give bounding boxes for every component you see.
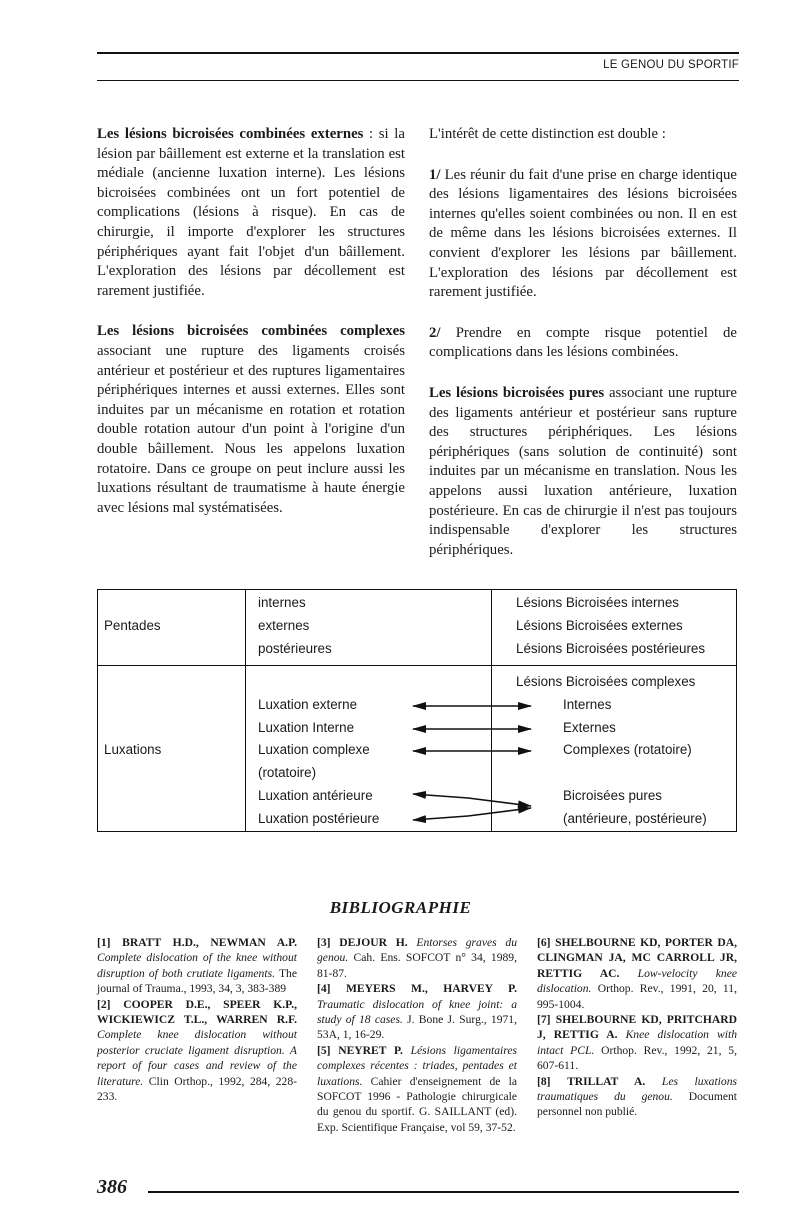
lesion-category: (antérieure, postérieure) — [563, 811, 707, 826]
right-column — [429, 125, 737, 581]
term-pure-lesions: Les lésions bicroisées pures — [429, 384, 605, 401]
paragraph-combined-complex: Les lésions bicroisées combinées complexes associant une rupture des ligaments croisés antérieur et postérieur et des ruptures ligamentaires périphériques internes et aussi externes. Elles sont induites par un mécanisme en rotation et rotation double rotation autour d'un point à l'origine d'un double bâillement. Nous les appelons luxation rotatoire. Dans ce groupe on peut inclure aussi les luxations résultant de traumatisme à haute énergie avec lésions mal systématisées. — [97, 323, 405, 516]
row-label-luxations: Luxations — [104, 742, 162, 757]
reference-item: [8] TRILLAT A. Les luxations traumatiques du genou. Document personnel non publié. — [537, 1074, 738, 1119]
complex-lesions-header: Lésions Bicroisées complexes — [516, 674, 696, 689]
luxation-type: Luxation antérieure — [258, 788, 373, 803]
luxation-type: Luxation externe — [258, 697, 358, 712]
reference-item: [5] NEYRET P. Lésions ligamentaires complexes récentes : triades, pentades et luxations. Cahier d'enseignement de la SOFCOT 1996 - Pathologie chirurgicale du genou du sportif. G. SAILLANT (ed). Exp. Scientifique Française, vol 59, 37-52. — [317, 1043, 517, 1134]
term-combined-complex: Les lésions bicroisées combinées complexes — [97, 323, 405, 340]
arrow-posterior — [413, 816, 468, 820]
paragraph-interest: L'intérêt de cette distinction est double : — [429, 126, 666, 142]
row-label-pentades: Pentades — [104, 618, 161, 633]
left-column — [97, 125, 405, 539]
pentade-type: internes — [258, 595, 306, 610]
classification-table — [97, 589, 737, 832]
page-number: 386 — [97, 1176, 127, 1198]
reference-item: [4] MEYERS M., HARVEY P. Traumatic dislocation of knee joint: a study of 18 cases. J. Bone J. Surg., 1971, 53A, 1, 16-29. — [317, 982, 518, 1042]
reference-item: [7] SHELBOURNE KD, PRITCHARD J, RETTIG A. Knee dislocation with intact PCL. Orthop. Rev., 1992, 21, 5, 607-611. — [537, 1013, 738, 1073]
reference-item: [2] COOPER D.E., SPEER K.P., WICKIEWICZ T.L., WARREN R.F. Complete knee dislocation without posterior cruciate ligament disruption. A report of four cases and review of the literature. Clin Orthop., 1992, 284, 228-233. — [97, 997, 297, 1104]
footer-rule — [148, 1191, 739, 1193]
term-combined-external: Les lésions bicroisées combinées externes — [97, 126, 364, 142]
reference-item: [3] DEJOUR H. Entorses graves du genou. Cah. Ens. SOFCOT n° 34, 1989, 81-87. — [317, 936, 517, 980]
lesion-category: Internes — [563, 697, 612, 712]
mapping-arrows — [98, 590, 738, 833]
pentade-lesion: Lésions Bicroisées externes — [516, 618, 683, 633]
bibliography-title: BIBLIOGRAPHIE — [329, 898, 472, 917]
header-bottom-rule — [97, 80, 739, 81]
arrow-anterior — [413, 794, 468, 798]
luxation-type: Luxation Interne — [258, 720, 355, 735]
pentade-type: postérieures — [258, 641, 332, 656]
lesion-category: Complexes (rotatoire) — [563, 742, 692, 757]
bibliography-col-2 — [317, 935, 517, 1135]
bibliography-col-1 — [97, 935, 297, 1104]
running-title: LE GENOU DU SPORTIF — [603, 59, 739, 71]
reference-item: [1] BRATT H.D., NEWMAN A.P. Complete dislocation of the knee without disruption of both crutiate ligaments. The journal of Trauma., 1993, 34, 3, 383-389 — [97, 936, 297, 996]
header-top-rule — [97, 52, 739, 54]
pentade-lesion: Lésions Bicroisées internes — [516, 595, 680, 610]
pentade-type: externes — [258, 618, 310, 633]
arrow-pure-lower — [468, 808, 531, 816]
bibliography-col-3 — [537, 935, 737, 1120]
luxation-type: (rotatoire) — [258, 765, 317, 780]
luxation-type: Luxation postérieure — [258, 811, 380, 826]
lesion-category: Bicroisées pures — [563, 788, 662, 803]
paragraph-combined-external: Les lésions bicroisées combinées externes : si la lésion par bâillement est externe et la translation est médiale (ancienne luxation interne). Les lésions bicroisées combinées ont un fort potentiel de complications (lésions à risque). En cas de chirurgie, il importe d'explorer les structures périphériques ayant fait l'objet d'un bâillement. L'exploration des lésions par décollement est rarement justifiée. — [97, 126, 405, 299]
paragraph-pure-lesions: Les lésions bicroisées pures associant une rupture des ligaments antérieur et postérieur sans rupture des structures périphériques. Les lésions périphériques (sans solution de continuité) sont induites par un mécanisme en translation. Nous les appelons aussi luxation antérieure, luxation postérieure. En cas de chirurgie il n'est pas toujours indispensable d'explorer les structures périphériques. — [429, 384, 737, 558]
reference-item: [6] SHELBOURNE KD, PORTER DA, CLINGMAN JA, MC CARROLL JR, RETTIG AC. Low-velocity knee dislocation. Orthop. Rev., 1991, 20, 11, 995-1004. — [537, 936, 737, 1011]
arrow-pure-upper — [468, 798, 531, 806]
paragraph-point-1: 1/ Les réunir du fait d'une prise en charge identique des lésions ligamentaires des lésions bicroisées internes qu'elles soient combinées ou non. Il en est de même dans les lésions bicroisées externes. Il convient d'explorer les lésions par bâillement. L'exploration des lésions par décollement est rarement justifiée. — [429, 166, 737, 301]
luxation-type: Luxation complexe — [258, 742, 370, 757]
pentade-lesion: Lésions Bicroisées postérieures — [516, 641, 706, 656]
lesion-category: Externes — [563, 720, 616, 735]
paragraph-point-2: 2/ Prendre en compte risque potentiel de complications dans les lésions combinées. — [429, 324, 737, 361]
